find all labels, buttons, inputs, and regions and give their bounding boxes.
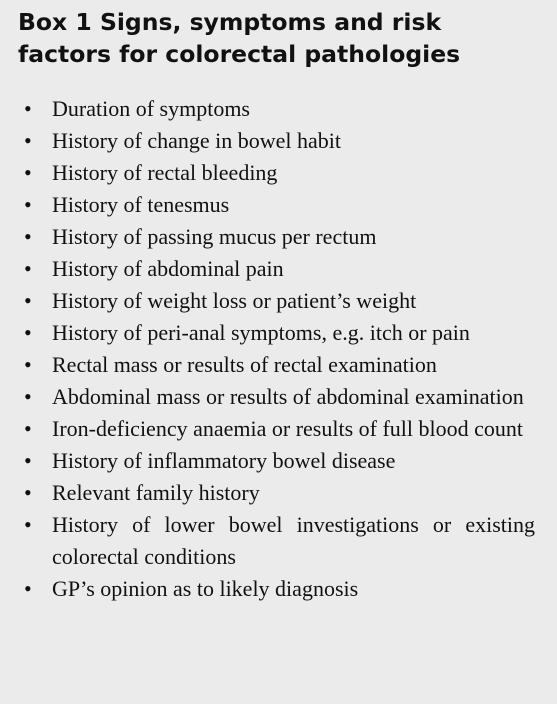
list-item-text: History of inflammatory bowel disease xyxy=(52,448,396,473)
list-item xyxy=(18,349,535,381)
box-title: Signs, symptoms and risk factors for colorectal pathologies xyxy=(18,8,461,68)
list-item xyxy=(18,285,535,317)
list-item-text: History of peri-anal symptoms, e.g. itch or pain xyxy=(52,320,470,345)
list-item xyxy=(18,573,535,605)
list-item xyxy=(18,381,535,413)
list-item xyxy=(18,93,535,125)
list-item xyxy=(18,445,535,477)
bullet-icon: • xyxy=(24,192,32,217)
bullet-icon: • xyxy=(24,160,32,185)
bullet-icon: • xyxy=(24,512,32,537)
list-item-text: History of lower bowel investigations or existing colorectal conditions xyxy=(52,512,535,569)
list-item-text: Rectal mass or results of rectal examination xyxy=(52,352,437,377)
list-item xyxy=(18,477,535,509)
list-item-text: Relevant family history xyxy=(52,480,260,505)
list-item-text: Duration of symptoms xyxy=(52,96,250,121)
list-item-text: History of abdominal pain xyxy=(52,256,284,281)
list-item-text: History of passing mucus per rectum xyxy=(52,224,377,249)
bullet-icon: • xyxy=(24,288,32,313)
list-item xyxy=(18,125,535,157)
list-item-text: Iron-deficiency anaemia or results of full blood count xyxy=(52,416,524,441)
list-item xyxy=(18,413,535,445)
bullet-icon: • xyxy=(24,576,32,601)
list-item-text: GP’s opinion as to likely diagnosis xyxy=(52,576,359,601)
bullet-icon: • xyxy=(24,352,32,377)
bullet-list xyxy=(18,93,535,605)
box-heading xyxy=(18,6,535,70)
bullet-icon: • xyxy=(24,224,32,249)
bullet-icon: • xyxy=(24,448,32,473)
bullet-icon: • xyxy=(24,416,32,441)
list-item xyxy=(18,157,535,189)
list-item-text: History of weight loss or patient’s weight xyxy=(52,288,417,313)
list-item xyxy=(18,189,535,221)
bullet-icon: • xyxy=(24,128,32,153)
list-item xyxy=(18,317,535,349)
bullet-icon: • xyxy=(24,480,32,505)
list-item xyxy=(18,253,535,285)
list-item-text: History of tenesmus xyxy=(52,192,230,217)
bullet-icon: • xyxy=(24,320,32,345)
list-item xyxy=(18,509,535,573)
list-item xyxy=(18,221,535,253)
list-item-text: History of change in bowel habit xyxy=(52,128,341,153)
bullet-icon: • xyxy=(24,256,32,281)
bullet-icon: • xyxy=(24,96,32,121)
box-label: Box 1 xyxy=(18,8,92,36)
list-item-text: Abdominal mass or results of abdominal examination xyxy=(52,384,524,409)
list-item-text: History of rectal bleeding xyxy=(52,160,278,185)
bullet-icon: • xyxy=(24,384,32,409)
